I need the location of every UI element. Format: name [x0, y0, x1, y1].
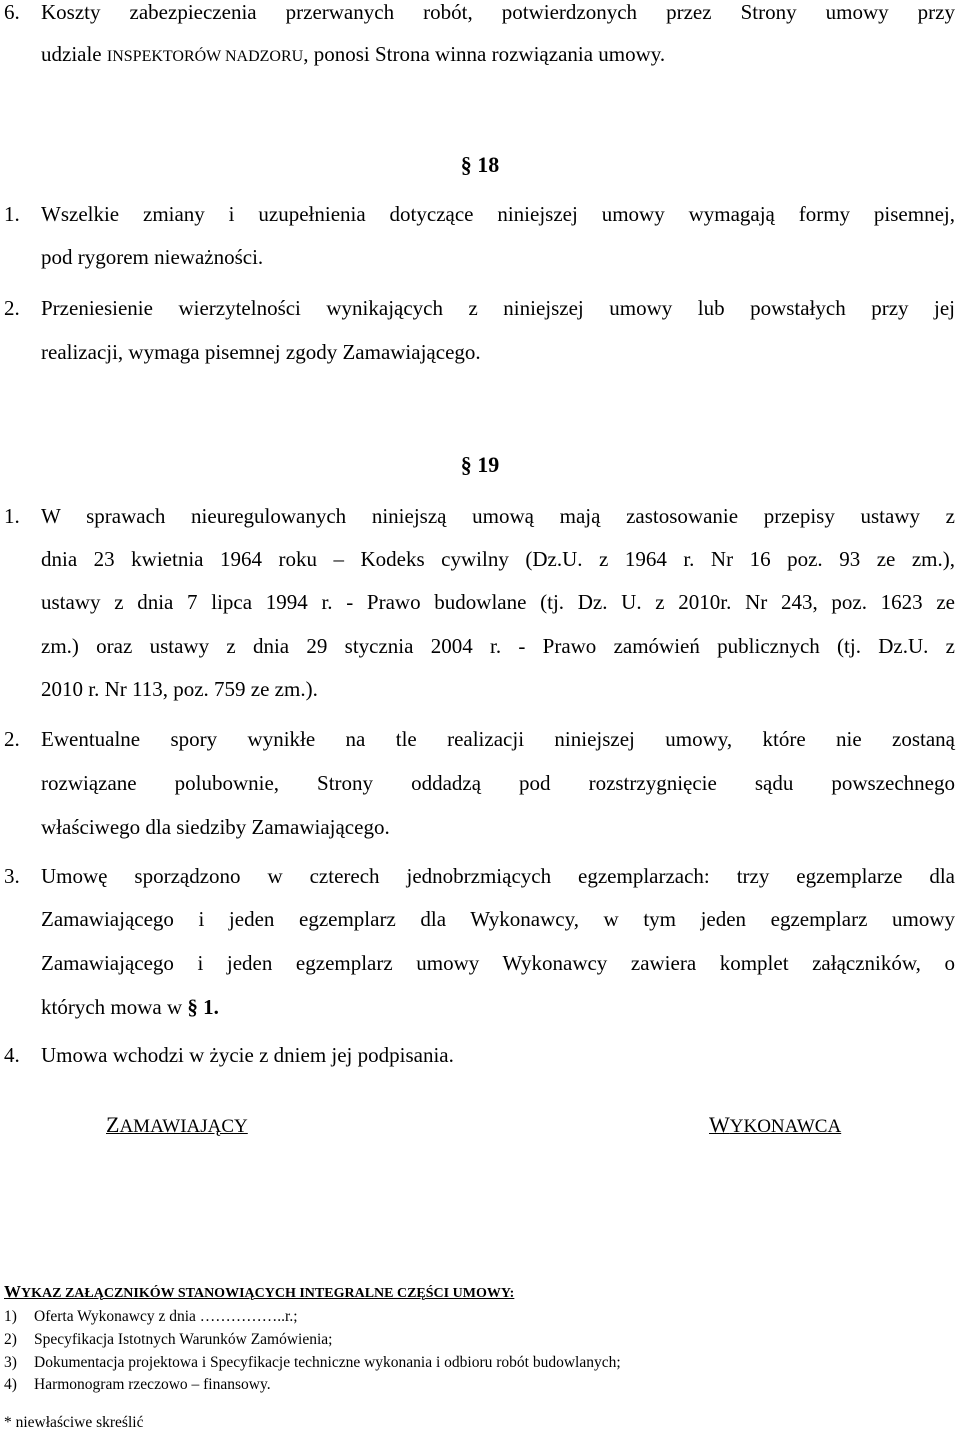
paragraph-line: Zamawiającego i jeden egzemplarz umowy Wykonawcy zawiera komplet załączników, o: [41, 951, 955, 975]
section-18-title: § 18: [460, 152, 500, 177]
paragraph-line: zm.) oraz ustawy z dnia 29 stycznia 2004 r. - Prawo zamówień publicznych (tj. Dz.U. z: [41, 634, 955, 658]
attachments-heading: WYKAZ ZAŁĄCZNIKÓW STANOWIĄCYCH INTEGRALNE CZĘŚCI UMOWY:: [4, 1282, 515, 1301]
paragraph-line: Umowę sporządzono w czterech jednobrzmiących egzemplarzach: trzy egzemplarze dla: [41, 864, 955, 888]
paragraph-line: właściwego dla siedziby Zamawiającego.: [41, 815, 390, 839]
paragraph-line: Wszelkie zmiany i uzupełnienia dotyczące niniejszej umowy wymagają formy pisemnej,: [41, 202, 955, 226]
paragraph-number: 1.: [4, 504, 20, 528]
paragraph-number: 3.: [4, 864, 20, 888]
paragraph-number: 1.: [4, 202, 20, 226]
paragraph-number: 2.: [4, 727, 20, 751]
paragraph-number: 6.: [4, 0, 20, 24]
paragraph-line: 2010 r. Nr 113, poz. 759 ze zm.).: [41, 677, 318, 701]
paragraph-line: realizacji, wymaga pisemnej zgody Zamawiającego.: [41, 340, 481, 364]
paragraph-line: W sprawach nieuregulowanych niniejszą umową mają zastosowanie przepisy ustawy z: [41, 504, 955, 528]
paragraph-line: udziale INSPEKTORÓW NADZORU, ponosi Strona winna rozwiązania umowy.: [41, 42, 666, 66]
signature-ordering-party: ZAMAWIAJĄCY: [106, 1112, 248, 1137]
paragraph-line: ustawy z dnia 7 lipca 1994 r. - Prawo budowlane (tj. Dz. U. z 2010r. Nr 243, poz. 1623 ze: [41, 590, 955, 614]
paragraph-line: których mowa w § 1.: [41, 995, 219, 1019]
attachment-item: 4) Harmonogram rzeczowo – finansowy.: [4, 1376, 271, 1393]
paragraph-line: Koszty zabezpieczenia przerwanych robót, potwierdzonych przez Strony umowy przy: [41, 0, 955, 24]
paragraph-line: pod rygorem nieważności.: [41, 245, 264, 269]
signature-contractor: WYKONAWCA: [709, 1112, 842, 1137]
footnote: * niewłaściwe skreślić: [4, 1414, 144, 1431]
section-19-title: § 19: [460, 452, 500, 477]
paragraph-line: rozwiązane polubownie, Strony oddadzą pod rozstrzygnięcie sądu powszechnego: [41, 771, 955, 795]
paragraph-line: dnia 23 kwietnia 1964 roku – Kodeks cywilny (Dz.U. z 1964 r. Nr 16 poz. 93 ze zm.),: [41, 547, 955, 571]
paragraph-line: Przeniesienie wierzytelności wynikających z niniejszej umowy lub powstałych przy jej: [41, 296, 955, 320]
attachment-item: 3) Dokumentacja projektowa i Specyfikacje techniczne wykonania i odbioru robót budowlanych;: [4, 1354, 621, 1371]
paragraph-line: Umowa wchodzi w życie z dniem jej podpisania.: [41, 1043, 454, 1067]
paragraph-number: 4.: [4, 1043, 20, 1067]
paragraph-line: Zamawiającego i jeden egzemplarz dla Wykonawcy, w tym jeden egzemplarz umowy: [41, 907, 955, 931]
paragraph-line: Ewentualne spory wynikłe na tle realizacji niniejszej umowy, które nie zostaną: [41, 727, 955, 751]
section-reference: § 1.: [187, 995, 219, 1019]
attachment-item: 1) Oferta Wykonawcy z dnia ……………..r.;: [4, 1308, 298, 1325]
attachment-item: 2) Specyfikacja Istotnych Warunków Zamówienia;: [4, 1331, 333, 1348]
paragraph-number: 2.: [4, 296, 20, 320]
inspectors-caps: INSPEKTORÓW NADZORU: [106, 48, 304, 65]
